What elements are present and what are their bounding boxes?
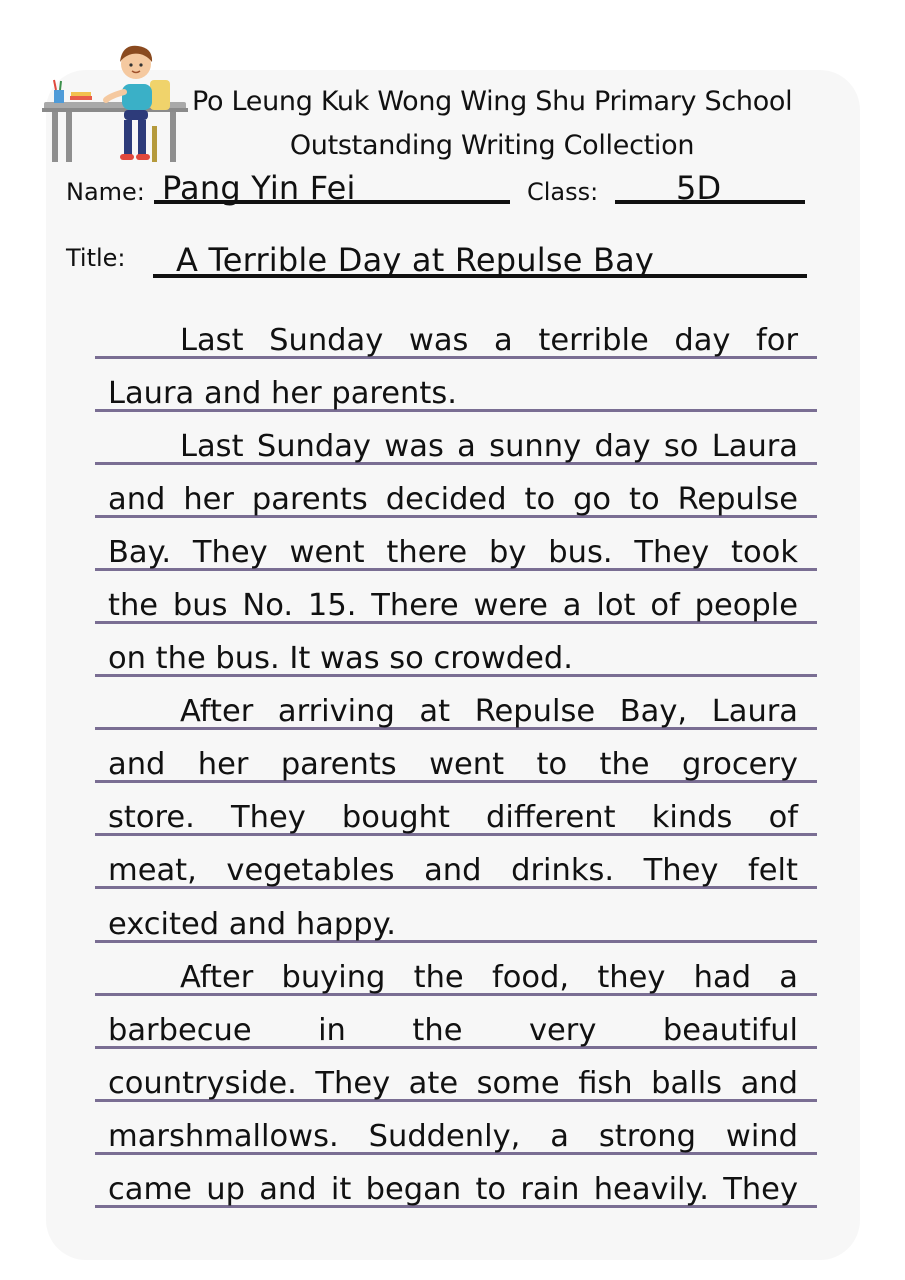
essay-line: Laura and her parents. [108,376,457,411]
essay-line: excited and happy. [108,907,396,942]
name-value: Pang Yin Fei [162,169,356,207]
essay-line: and her parents decided to go to Repulse [108,482,798,517]
title-label: Title: [66,244,126,272]
student-at-desk-icon [40,40,190,165]
class-label: Class: [527,178,599,206]
essay-line: Last Sunday was a sunny day so Laura [180,429,798,464]
essay-line: store. They bought different kinds of [108,800,798,835]
essay-line: Last Sunday was a terrible day for [180,323,798,358]
essay-line: came up and it began to rain heavily. They [108,1172,798,1207]
essay-line: the bus No. 15. There were a lot of people [108,588,798,623]
class-value: 5D [676,169,722,207]
collection-title: Outstanding Writing Collection [289,130,695,161]
essay-line: on the bus. It was so crowded. [108,641,573,676]
essay-line: barbecue in the very beautiful [108,1013,798,1048]
essay-line: meat, vegetables and drinks. They felt [108,853,798,888]
title-underline [153,274,807,278]
title-value: A Terrible Day at Repulse Bay [176,241,655,279]
name-underline [154,200,510,204]
essay-line: After arriving at Repulse Bay, Laura [180,694,798,729]
name-label: Name: [66,178,145,206]
class-underline [615,200,805,204]
essay-line: After buying the food, they had a [180,960,798,995]
essay-line: countryside. They ate some fish balls and [108,1066,798,1101]
essay-line: and her parents went to the grocery [108,747,798,782]
essay-line: marshmallows. Suddenly, a strong wind [108,1119,798,1154]
essay-line: Bay. They went there by bus. They took [108,535,798,570]
school-name: Po Leung Kuk Wong Wing Shu Primary School [192,86,793,117]
